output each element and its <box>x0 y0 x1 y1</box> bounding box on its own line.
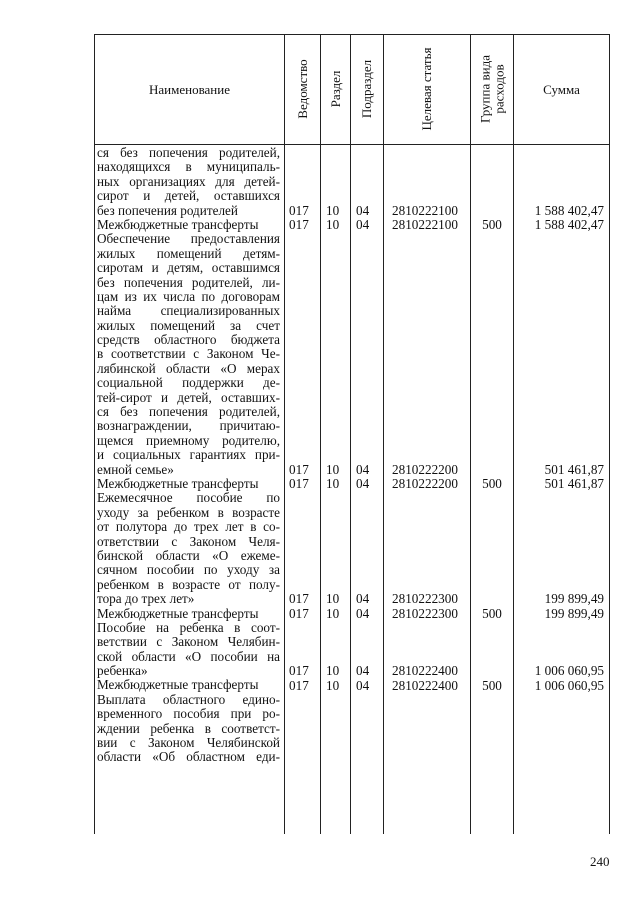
name-line: щемся приемному родителю, <box>97 433 280 448</box>
col-divider-6 <box>513 34 514 834</box>
name-line: жилых помещений за счет <box>97 318 280 333</box>
name-line: ных организациях для детей- <box>97 174 280 189</box>
name-line: найма специализированных <box>97 304 280 319</box>
name-line: Обеспечение предоставления <box>97 232 280 247</box>
cell-podrazdel: 04 <box>356 677 370 693</box>
name-line: ской области «О пособии на <box>97 649 280 664</box>
name-line: находящихся в муниципаль- <box>97 160 280 175</box>
cell-target: 2810222200 <box>392 461 458 477</box>
cell-razdel: 10 <box>326 677 340 693</box>
name-line: бинской области «О ежеме- <box>97 548 280 563</box>
name-line: уходу за ребенком в возрасте <box>97 505 280 520</box>
cell-group: 500 <box>482 476 502 492</box>
header-name: Наименование <box>149 81 230 97</box>
name-line: в соответствии с Законом Че- <box>97 347 280 362</box>
name-line: временного пособия при ро- <box>97 707 280 722</box>
cell-group: 500 <box>482 217 502 232</box>
name-line: средств областного бюджета <box>97 333 280 348</box>
name-line: лябинской области «О мерах <box>97 361 280 376</box>
cell-target: 2810222400 <box>392 677 458 693</box>
name-line: Межбюджетные трансферты <box>97 476 259 491</box>
cell-sum: 501 461,87 <box>544 476 604 492</box>
cell-sum: 1 006 060,95 <box>534 663 604 679</box>
name-line: ветствии с Законом Челябин- <box>97 635 280 650</box>
name-column <box>97 146 280 765</box>
name-line: без попечения родителей <box>97 203 238 218</box>
cell-sum: 1 588 402,47 <box>534 202 604 218</box>
cell-podrazdel: 04 <box>356 591 370 607</box>
name-line: и социальных гарантиях при- <box>97 448 280 463</box>
col-divider-4 <box>383 34 384 834</box>
cell-razdel: 10 <box>326 202 340 218</box>
cell-target: 2810222300 <box>392 591 458 607</box>
cell-target: 2810222300 <box>392 605 458 621</box>
col-divider-3 <box>350 34 351 834</box>
table-left-border <box>94 34 95 834</box>
name-line: сячном пособии по уходу за <box>97 563 280 578</box>
cell-target: 2810222200 <box>392 476 458 492</box>
header-target: Целевая статья <box>419 47 435 131</box>
name-line: области «Об областном еди- <box>97 750 280 765</box>
name-line: Ежемесячное пособие по <box>97 491 280 506</box>
header-bottom-border <box>94 144 610 145</box>
cell-razdel: 10 <box>326 476 340 492</box>
header-group <box>478 55 505 123</box>
cell-group: 500 <box>482 605 502 621</box>
name-line: тей-сирот и детей, оставших- <box>97 390 280 405</box>
cell-group: 500 <box>482 677 502 693</box>
name-line: ждении ребенка в соответст- <box>97 721 280 736</box>
cell-sum: 501 461,87 <box>544 461 604 477</box>
name-line: ребенком в возрасте от полу- <box>97 577 280 592</box>
name-line: сиротам и детям, оставшимся <box>97 261 280 276</box>
col-divider-2 <box>320 34 321 834</box>
name-line: вознаграждении, причитаю- <box>97 419 280 434</box>
name-line: ся без попечения родителей, <box>97 146 280 160</box>
header-podrazdel: Подраздел <box>359 59 375 119</box>
cell-sum: 1 588 402,47 <box>534 217 604 232</box>
name-line: ребенка» <box>97 664 148 679</box>
name-line: ся без попечения родителей, <box>97 405 280 420</box>
name-line: Межбюджетные трансферты <box>97 217 259 232</box>
name-line: цам из их числа по договорам <box>97 289 280 304</box>
cell-target: 2810222400 <box>392 663 458 679</box>
cell-vedomstvo: 017 <box>289 476 309 492</box>
name-line: от полутора до трех лет в со- <box>97 520 280 535</box>
cell-vedomstvo: 017 <box>289 461 309 477</box>
name-line: Выплата областного едино- <box>97 692 280 707</box>
cell-razdel: 10 <box>326 217 340 232</box>
cell-razdel: 10 <box>326 663 340 679</box>
name-line: без попечения родителей, ли- <box>97 275 280 290</box>
name-line: емной семье» <box>97 462 174 477</box>
cell-podrazdel: 04 <box>356 605 370 621</box>
cell-podrazdel: 04 <box>356 202 370 218</box>
cell-target: 2810222100 <box>392 217 458 232</box>
cell-razdel: 10 <box>326 461 340 477</box>
page-number: 240 <box>590 854 610 869</box>
col-divider-5 <box>470 34 471 834</box>
header-group-line2: расходов <box>491 64 506 114</box>
cell-podrazdel: 04 <box>356 461 370 477</box>
cell-vedomstvo: 017 <box>289 591 309 607</box>
cell-vedomstvo: 017 <box>289 677 309 693</box>
name-line: Межбюджетные трансферты <box>97 606 259 621</box>
table-right-border <box>609 34 610 834</box>
name-line: тора до трех лет» <box>97 592 195 607</box>
cell-sum: 199 899,49 <box>544 605 604 621</box>
cell-sum: 1 006 060,95 <box>534 677 604 693</box>
header-sum: Сумма <box>543 81 580 97</box>
name-line: социальной поддержки де- <box>97 376 280 391</box>
cell-podrazdel: 04 <box>356 217 370 232</box>
header-vedomstvo: Ведомство <box>295 59 311 119</box>
col-divider-1 <box>284 34 285 834</box>
cell-vedomstvo: 017 <box>289 202 309 218</box>
name-line: Межбюджетные трансферты <box>97 678 259 693</box>
name-line: Пособие на ребенка в соот- <box>97 620 280 635</box>
name-line: ответствии с Законом Челя- <box>97 534 280 549</box>
name-line: жилых помещений детям- <box>97 246 280 261</box>
name-line: сирот и детей, оставшихся <box>97 189 280 204</box>
cell-vedomstvo: 017 <box>289 217 309 232</box>
header-group-line1: Группа вида <box>477 55 493 123</box>
name-line: вии с Законом Челябинской <box>97 736 280 751</box>
cell-vedomstvo: 017 <box>289 663 309 679</box>
cell-target: 2810222100 <box>392 202 458 218</box>
cell-sum: 199 899,49 <box>544 591 604 607</box>
cell-podrazdel: 04 <box>356 663 370 679</box>
cell-razdel: 10 <box>326 605 340 621</box>
cell-vedomstvo: 017 <box>289 605 309 621</box>
cell-razdel: 10 <box>326 591 340 607</box>
header-razdel: Раздел <box>328 70 344 108</box>
cell-podrazdel: 04 <box>356 476 370 492</box>
